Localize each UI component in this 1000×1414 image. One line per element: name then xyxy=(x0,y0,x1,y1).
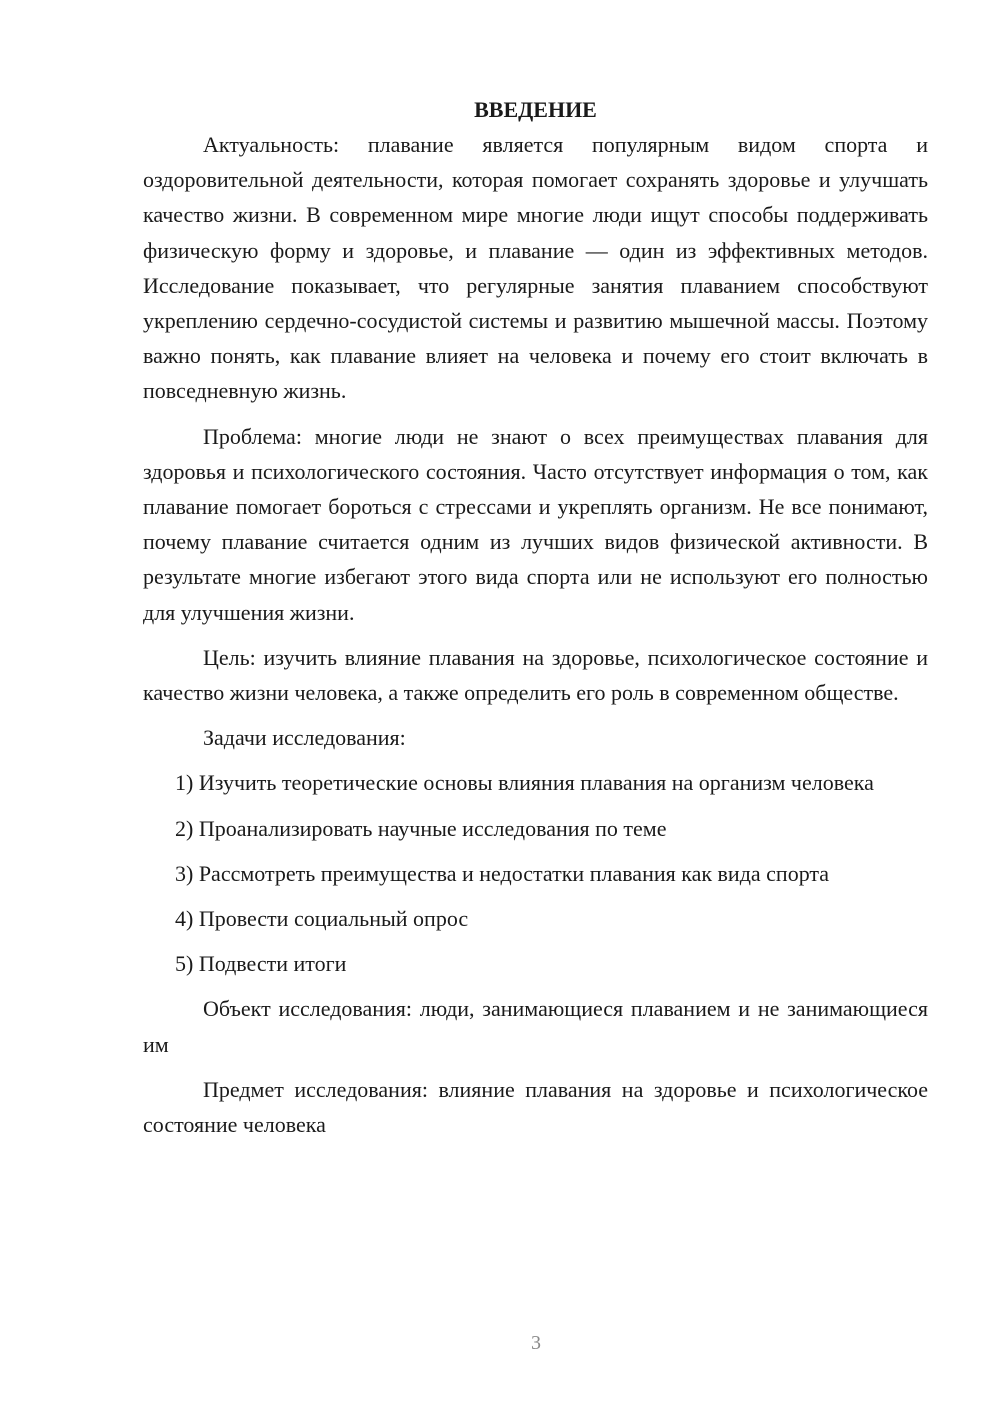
page-content xyxy=(143,92,928,1142)
list-item: 5) Подвести итоги xyxy=(175,951,347,977)
paragraph-object: Объект исследования: люди, занимающиеся плаванием и не занимающиеся им xyxy=(143,996,928,1057)
tasks-list xyxy=(143,765,928,981)
paragraph-subject: Предмет исследования: влияние плавания на здоровье и психологическое состояние человека xyxy=(143,1076,928,1138)
paragraph-problem: Проблема: многие люди не знают о всех преимуществах плавания для здоровья и психологического состояния. Часто отсутствует информация о том, как плавание помогает бороться с стрессами и укреплять организм. Не все понимают, почему плавание считается одним из лучших видов физической активности. В результате многие избегают этого вида спорта или не используют его полностью для улучшения жизни. xyxy=(143,423,928,625)
paragraph-goal: Цель: изучить влияние плавания на здоровье, психологическое состояние и качество жизни человека, а также определить его роль в современном обществе. xyxy=(143,644,928,706)
list-item: 4) Провести социальный опрос xyxy=(175,906,469,932)
tasks-title: Задачи исследования: xyxy=(203,725,406,751)
paragraph-relevance: Актуальность: плавание является популярным видом спорта и оздоровительной деятельности, которая помогает сохранять здоровье и улучшать качество жизни. В современном мире многие люди ищут способы поддерживать физическую форму и здоровье, и плавание — один из эффективных методов. Исследование показывает, что регулярные занятия плаванием способствуют укреплению сердечно-сосудистой системы и развитию мышечной массы. Поэтому важно понять, как плавание влияет на человека и почему его стоит включать в повседневную жизнь. xyxy=(143,132,928,404)
list-item: 2) Проанализировать научные исследования по теме xyxy=(175,815,667,841)
page-number: 3 xyxy=(531,1332,541,1354)
list-item: 3) Рассмотреть преимущества и недостатки плавания как вида спорта xyxy=(175,860,830,886)
section-heading: ВВЕДЕНИЕ xyxy=(474,97,597,122)
list-item: 1) Изучить теоретические основы влияния плавания на организм человека xyxy=(175,770,874,796)
